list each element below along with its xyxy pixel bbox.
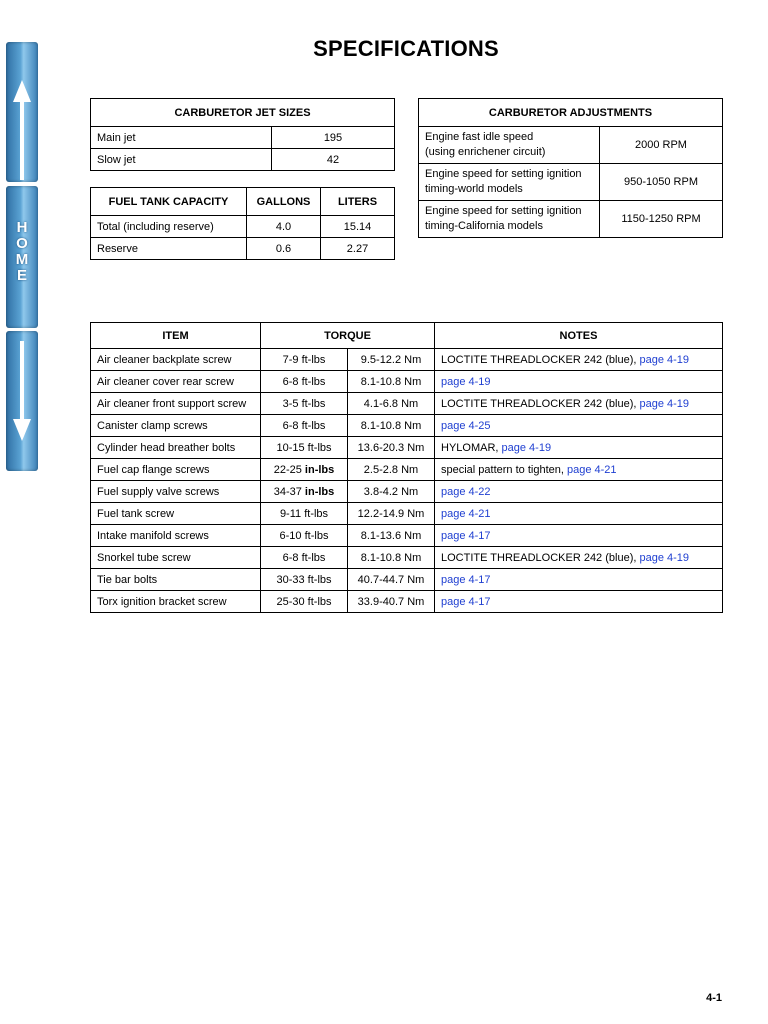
table-row (91, 127, 395, 149)
item-cell: Fuel tank screw (91, 503, 261, 525)
page-title: SPECIFICATIONS (313, 36, 499, 61)
notes-cell (435, 547, 723, 569)
notes-cell (435, 503, 723, 525)
torque-imperial-cell (261, 481, 348, 503)
home-label: H O M E (15, 219, 29, 284)
table-row (91, 503, 723, 525)
torque-metric-cell: 3.8-4.2 Nm (348, 481, 435, 503)
page-link[interactable]: page 4-19 (441, 375, 491, 388)
torque-range: 6-8 (282, 551, 299, 564)
page-link[interactable]: page 4-25 (441, 419, 491, 432)
torque-unit: in-lbs (304, 463, 335, 476)
torque-range: 10-15 (276, 441, 305, 454)
table-row (91, 459, 723, 481)
notes-cell (435, 525, 723, 547)
item-cell: Fuel cap flange screws (91, 459, 261, 481)
table-row (91, 393, 723, 415)
liters-value: 2.27 (321, 238, 395, 260)
item-cell: Intake manifold screws (91, 525, 261, 547)
torque-range: 30-33 (276, 573, 305, 586)
item-cell: Snorkel tube screw (91, 547, 261, 569)
table-row (91, 415, 723, 437)
note-text: HYLOMAR, (441, 441, 502, 454)
torque-unit: in-lbs (304, 485, 335, 498)
torque-imperial-cell (261, 525, 348, 547)
table-row (91, 238, 395, 260)
notes-cell (435, 481, 723, 503)
torque-range: 25-30 (276, 595, 305, 608)
label-line: Engine speed for setting ignition (425, 205, 582, 217)
torque-imperial-cell (261, 415, 348, 437)
nav-down-button[interactable] (6, 331, 38, 471)
torque-imperial-cell (261, 459, 348, 481)
torque-range: 22-25 (273, 463, 302, 476)
torque-metric-cell: 8.1-10.8 Nm (348, 371, 435, 393)
row-label: Total (including reserve) (91, 216, 247, 238)
label-line: (using enrichener circuit) (425, 146, 546, 158)
torque-metric-cell: 2.5-2.8 Nm (348, 459, 435, 481)
note-text: special pattern to tighten, (441, 463, 567, 476)
gallons-value: 4.0 (247, 216, 321, 238)
torque-unit: ft-lbs (301, 419, 326, 432)
table-header: GALLONS (247, 188, 321, 216)
table-row (91, 371, 723, 393)
page-link[interactable]: page 4-17 (441, 595, 491, 608)
page-link[interactable]: page 4-22 (441, 485, 491, 498)
torque-metric-cell: 40.7-44.7 Nm (348, 569, 435, 591)
page-link[interactable]: page 4-19 (639, 353, 690, 366)
carburetor-jet-sizes-table (90, 98, 395, 171)
liters-value: 15.14 (321, 216, 395, 238)
torque-unit: ft-lbs (301, 375, 326, 388)
table-header: ITEM (91, 323, 261, 349)
torque-imperial-cell (261, 503, 348, 525)
torque-imperial-cell (261, 437, 348, 459)
carburetor-adjustments-table (418, 98, 723, 238)
torque-metric-cell: 8.1-10.8 Nm (348, 547, 435, 569)
table-row (91, 349, 723, 371)
torque-imperial-cell (261, 569, 348, 591)
nav-up-button[interactable] (6, 42, 38, 182)
item-cell: Cylinder head breather bolts (91, 437, 261, 459)
row-label: Main jet (91, 127, 272, 149)
note-text: LOCTITE THREADLOCKER 242 (blue), (441, 397, 640, 410)
label-line: timing-California models (425, 220, 543, 232)
notes-cell (435, 569, 723, 591)
page-link[interactable]: page 4-21 (441, 507, 491, 520)
row-value: 195 (272, 127, 395, 149)
notes-cell (435, 591, 723, 613)
label-line: Engine fast idle speed (425, 131, 534, 143)
row-value: 1150-1250 RPM (600, 201, 723, 238)
row-value: 42 (272, 149, 395, 171)
table-row (91, 481, 723, 503)
row-value: 2000 RPM (600, 127, 723, 164)
item-cell: Air cleaner backplate screw (91, 349, 261, 371)
page-link[interactable]: page 4-19 (501, 441, 552, 454)
row-label (419, 164, 600, 201)
torque-range: 7-9 (282, 353, 299, 366)
note-text: LOCTITE THREADLOCKER 242 (blue), (441, 353, 640, 366)
torque-unit: ft-lbs (307, 441, 332, 454)
torque-range: 34-37 (273, 485, 302, 498)
torque-unit: ft-lbs (307, 595, 332, 608)
item-cell: Tie bar bolts (91, 569, 261, 591)
torque-range: 9-11 (279, 507, 302, 520)
item-cell: Canister clamp screws (91, 415, 261, 437)
item-cell: Torx ignition bracket screw (91, 591, 261, 613)
item-cell: Air cleaner cover rear screw (91, 371, 261, 393)
notes-cell (435, 437, 723, 459)
torque-unit: ft-lbs (301, 551, 326, 564)
table-row (91, 569, 723, 591)
table-row (419, 164, 723, 201)
table-row (91, 149, 395, 171)
row-label (419, 127, 600, 164)
torque-range: 6-10 (279, 529, 302, 542)
note-text: LOCTITE THREADLOCKER 242 (blue), (441, 551, 640, 564)
gallons-value: 0.6 (247, 238, 321, 260)
torque-range: 6-8 (282, 419, 299, 432)
table-header: FUEL TANK CAPACITY (91, 188, 247, 216)
table-row (91, 525, 723, 547)
table-header: CARBURETOR ADJUSTMENTS (419, 99, 723, 127)
table-header: LITERS (321, 188, 395, 216)
row-value: 950-1050 RPM (600, 164, 723, 201)
torque-metric-cell: 13.6-20.3 Nm (348, 437, 435, 459)
torque-unit: ft-lbs (301, 353, 326, 366)
torque-imperial-cell (261, 349, 348, 371)
notes-cell (435, 415, 723, 437)
notes-cell (435, 393, 723, 415)
torque-metric-cell: 9.5-12.2 Nm (348, 349, 435, 371)
torque-range: 6-8 (282, 375, 299, 388)
row-label: Slow jet (91, 149, 272, 171)
torque-metric-cell: 33.9-40.7 Nm (348, 591, 435, 613)
torque-range: 3-5 (282, 397, 299, 410)
table-row (91, 591, 723, 613)
table-row (91, 437, 723, 459)
nav-home-button[interactable] (6, 186, 38, 328)
page-link[interactable]: page 4-19 (639, 551, 690, 564)
row-label: Reserve (91, 238, 247, 260)
torque-metric-cell: 8.1-10.8 Nm (348, 415, 435, 437)
torque-imperial-cell (261, 393, 348, 415)
torque-unit: ft-lbs (304, 507, 329, 520)
item-cell: Fuel supply valve screws (91, 481, 261, 503)
torque-unit: ft-lbs (307, 573, 332, 586)
torque-imperial-cell (261, 371, 348, 393)
torque-metric-cell: 4.1-6.8 Nm (348, 393, 435, 415)
table-header: NOTES (435, 323, 723, 349)
torque-imperial-cell (261, 591, 348, 613)
page-link[interactable]: page 4-21 (566, 463, 617, 476)
row-label (419, 201, 600, 238)
table-row (419, 127, 723, 164)
torque-metric-cell: 8.1-13.6 Nm (348, 525, 435, 547)
arrow-up-icon (13, 80, 31, 180)
page-number: 4-1 (706, 992, 722, 1004)
item-cell: Air cleaner front support screw (91, 393, 261, 415)
torque-unit: ft-lbs (301, 397, 326, 410)
page-link[interactable]: page 4-17 (441, 529, 491, 542)
label-line: timing-world models (425, 183, 523, 195)
torque-unit: ft-lbs (304, 529, 329, 542)
page-link[interactable]: page 4-17 (441, 573, 491, 586)
torque-metric-cell: 12.2-14.9 Nm (348, 503, 435, 525)
table-row (419, 201, 723, 238)
notes-cell (435, 349, 723, 371)
torque-specifications-table (90, 322, 723, 613)
fuel-tank-capacity-table (90, 187, 395, 260)
table-header: CARBURETOR JET SIZES (91, 99, 395, 127)
table-row (91, 216, 395, 238)
page-link[interactable]: page 4-19 (639, 397, 690, 410)
table-row (91, 547, 723, 569)
label-line: Engine speed for setting ignition (425, 168, 582, 180)
table-header: TORQUE (261, 323, 435, 349)
arrow-down-icon (13, 341, 31, 441)
torque-imperial-cell (261, 547, 348, 569)
notes-cell (435, 459, 723, 481)
notes-cell (435, 371, 723, 393)
